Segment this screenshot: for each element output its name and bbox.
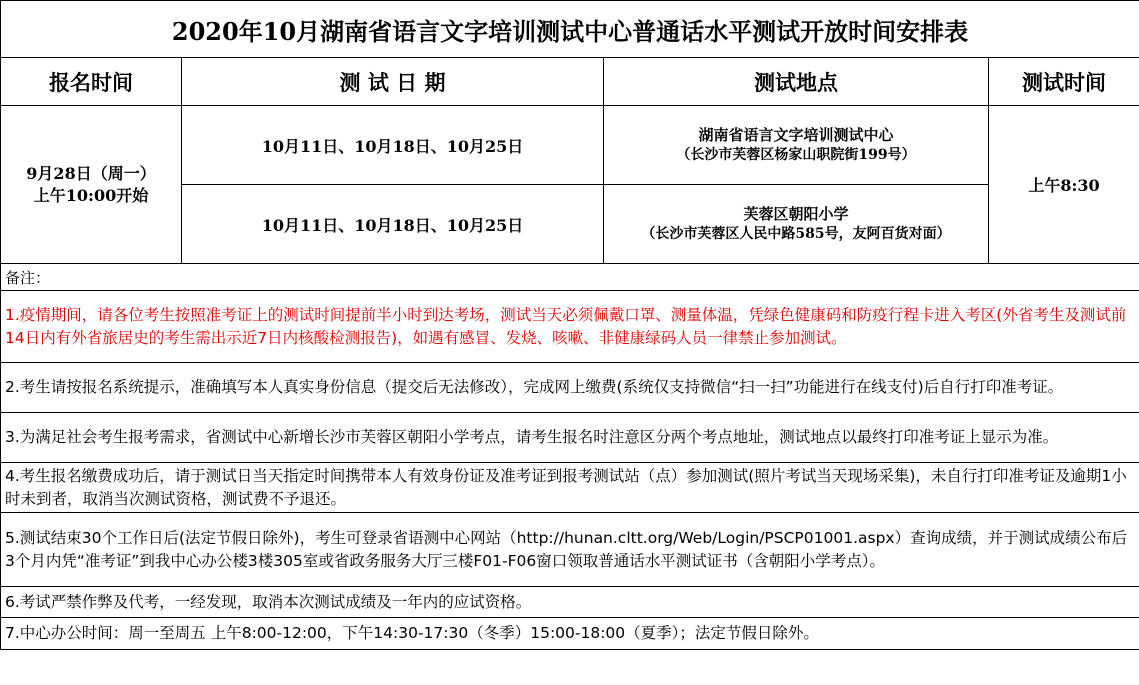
registration-start: 上午10:00开始	[33, 185, 149, 205]
note-2: 2.考生请按报名系统提示，准确填写本人真实身份信息（提交后无法修改），完成网上缴费(系统仅支持微信“扫一扫”功能进行在线支付)后自行打印准考证。	[1, 363, 1139, 413]
note-6: 6.考试严禁作弊及代考，一经发现，取消本次测试成绩及一年内的应试资格。	[1, 587, 1139, 618]
note-5: 5.测试结束30个工作日后(法定节假日除外)，考生可登录省语测中心网站（http://hunan.cltt.org/Web/Login/PSCP01001.aspx）查询成绩，并于测试成绩公布后3个月内凭“准考证”到我中心办公楼3楼305室或省政务服务大厅三楼F01-F06窗口领取普通话水平测试证书（含朝阳小学考点）。	[1, 513, 1139, 587]
session-1-location-address: （长沙市芙蓉区杨家山职院街199号）	[676, 147, 916, 163]
note-3: 3.为满足社会考生报考需求，省测试中心新增长沙市芙蓉区朝阳小学考点，请考生报名时注意区分两个考点地址，测试地点以最终打印准考证上显示为准。	[1, 413, 1139, 463]
registration-time-cell	[1, 106, 182, 264]
note-1: 1.疫情期间，请各位考生按照准考证上的测试时间提前半小时到达考场，测试当天必须佩戴口罩、测量体温，凭绿色健康码和防疫行程卡进入考区(外省考生及测试前14日内有外省旅居史的考生需出示近7日内核酸检测报告)，如遇有感冒、发烧、咳嗽、非健康绿码人员一律禁止参加测试。	[1, 291, 1139, 363]
table-title: 2020年10月湖南省语言文字培训测试中心普通话水平测试开放时间安排表	[1, 1, 1139, 58]
session-1-location-name: 湖南省语言文字培训测试中心	[698, 126, 894, 144]
note-7: 7.中心办公时间：周一至周五 上午8:00-12:00，下午14:30-17:30（冬季）15:00-18:00（夏季）；法定节假日除外。	[1, 618, 1139, 650]
header-test-time: 测试时间	[989, 58, 1139, 106]
session-2-location-address: （长沙市芙蓉区人民中路585号，友阿百货对面）	[641, 226, 951, 242]
session-1-dates: 10月11日、10月18日、10月25日	[182, 106, 604, 185]
header-test-location: 测试地点	[604, 58, 989, 106]
notes-label: 备注：	[1, 264, 1139, 291]
header-registration-time: 报名时间	[1, 58, 182, 106]
session-2-dates: 10月11日、10月18日、10月25日	[182, 185, 604, 264]
test-time-value: 上午8:30	[989, 106, 1139, 264]
session-2-location	[604, 185, 989, 264]
session-2-location-name: 芙蓉区朝阳小学	[743, 205, 849, 223]
registration-date: 9月28日（周一）	[26, 163, 156, 183]
note-4: 4.考生报名缴费成功后，请于测试日当天指定时间携带本人有效身份证及准考证到报考测试站（点）参加测试(照片考试当天现场采集)，未自行打印准考证及逾期1小时未到者，取消当次测试资格，测试费不予退还。	[1, 463, 1139, 513]
header-test-date: 测 试 日 期	[182, 58, 604, 106]
session-1-location	[604, 106, 989, 185]
